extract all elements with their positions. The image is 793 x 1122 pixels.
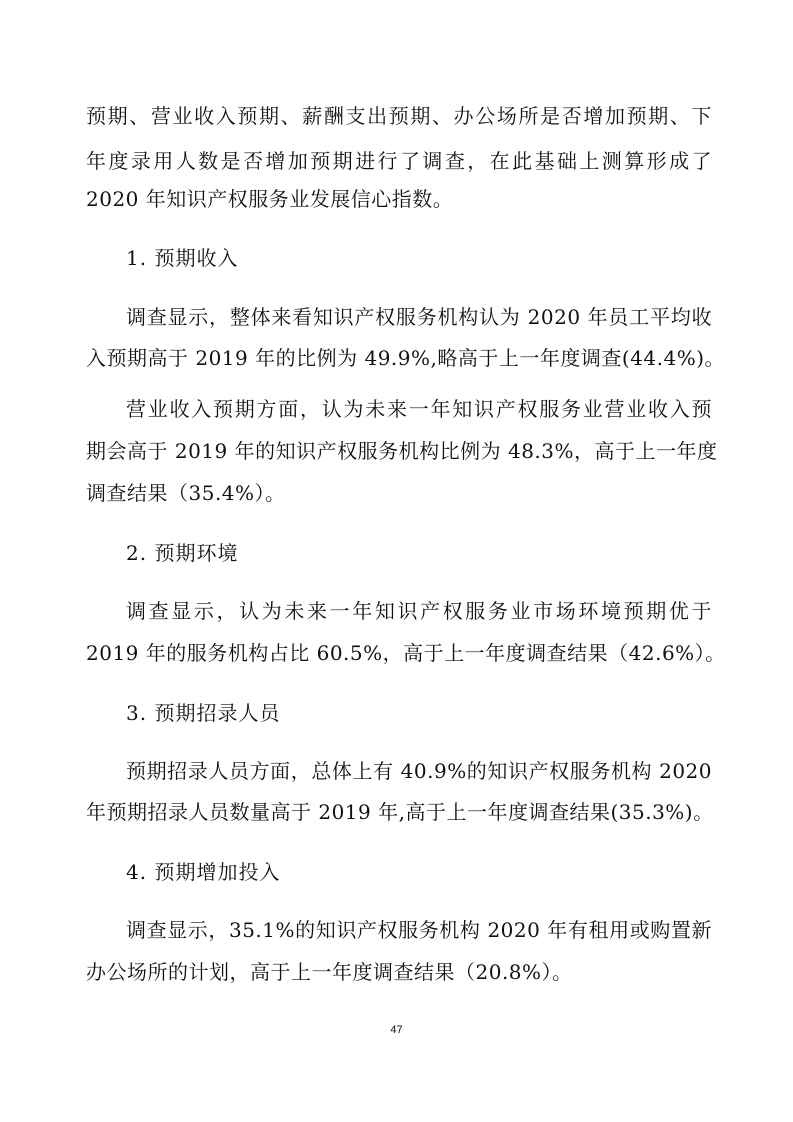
paragraph-line: 调查显示，整体来看知识产权服务机构认为 2020 年员工平均收 — [126, 305, 712, 329]
paragraph-line: 调查显示，35.1%的知识产权服务机构 2020 年有租用或购置新 — [126, 918, 712, 942]
paragraph-line: 预期招录人员方面，总体上有 40.9%的知识产权服务机构 2020 — [126, 759, 712, 783]
intro-line-2: 年度录用人数是否增加预期进行了调查，在此基础上测算形成了 — [86, 149, 712, 173]
intro-line-1: 预期、营业收入预期、薪酬支出预期、办公场所是否增加预期、下 — [86, 104, 712, 128]
section-heading-expected-environment: 2. 预期环境 — [126, 541, 239, 565]
page-number: 47 — [390, 1024, 403, 1036]
section-heading-expected-recruitment: 3. 预期招录人员 — [126, 701, 281, 725]
intro-line-3: 2020 年知识产权服务业发展信心指数。 — [86, 187, 454, 211]
section-heading-expected-income: 1. 预期收入 — [126, 246, 239, 270]
paragraph-line: 营业收入预期方面，认为未来一年知识产权服务业营业收入预 — [126, 397, 712, 421]
paragraph-line: 调查显示，认为未来一年知识产权服务业市场环境预期优于 — [126, 599, 712, 623]
paragraph-line: 年预期招录人员数量高于 2019 年,高于上一年度调查结果(35.3%)。 — [86, 800, 714, 824]
paragraph-line: 2019 年的服务机构占比 60.5%，高于上一年度调查结果（42.6%）。 — [86, 641, 726, 665]
paragraph-line: 入预期高于 2019 年的比例为 49.9%,略高于上一年度调查(44.4%)。 — [86, 346, 726, 370]
paragraph-line: 办公场所的计划，高于上一年度调查结果（20.8%）。 — [86, 960, 573, 984]
section-heading-expected-investment: 4. 预期增加投入 — [126, 860, 281, 884]
paragraph-line: 期会高于 2019 年的知识产权服务机构比例为 48.3%，高于上一年度 — [86, 439, 718, 463]
paragraph-line: 调查结果（35.4%）。 — [86, 481, 286, 505]
